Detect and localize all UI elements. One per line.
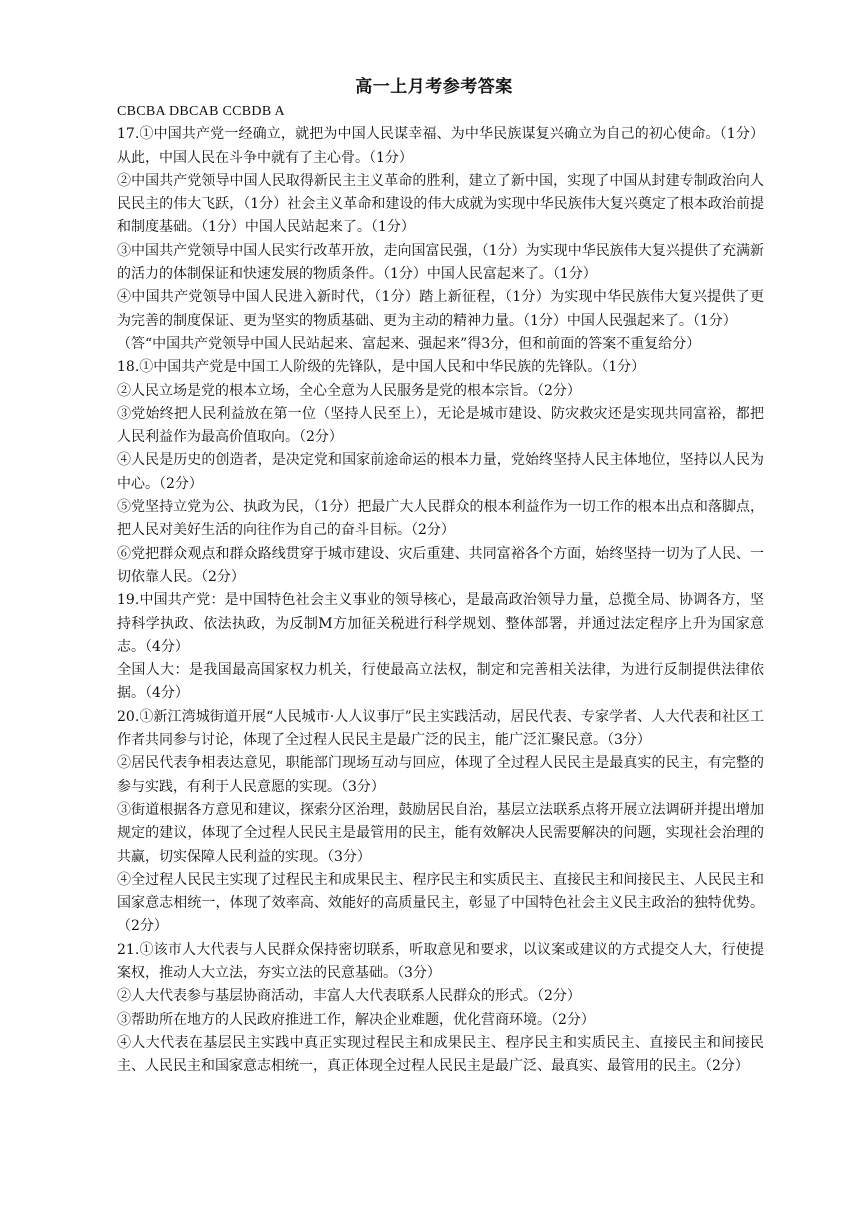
answer-paragraph: 全国人大：是我国最高国家权力机关，行使最高立法权，制定和完善相关法律，为进行反制提供法律依据。（4分） [117, 662, 764, 702]
answer-paragraph: ③党始终把人民利益放在第一位（坚持人民至上），无论是城市建设、防灾救灾还是实现共同富裕，都把人民利益作为最高价值取向。（2分） [117, 405, 764, 446]
answer-paragraph: ②人民立场是党的根本立场，全心全意为人民服务是党的根本宗旨。（2分） [117, 382, 581, 399]
answer-paragraph: ④中国共产党领导中国人民进入新时代，（1分）踏上新征程，（1分）为实现中华民族伟大复兴提供了更为完善的制度保证、更为坚实的物质基础、更为主动的精神力量。（1分）中国人民强起来了。（1分） [117, 289, 764, 329]
answer-paragraph: ③中国共产党领导中国人民实行改革开放，走向国富民强，（1分）为实现中华民族伟大复兴提供了充满新的活力的体制保证和快速发展的物质条件。（1分）中国人民富起来了。（1分） [117, 242, 764, 283]
answer-paragraph: ⑥党把群众观点和群众路线贯穿于城市建设、灾后重建、共同富裕各个方面，始终坚持一切为了人民、一切依靠人民。（2分） [117, 545, 764, 585]
answer-paragraph: ②中国共产党领导中国人民取得新民主主义革命的胜利，建立了新中国，实现了中国从封建专制政治向人民民主的伟大飞跃，（1分）社会主义革命和建设的伟大成就为实现中华民族伟大复兴奠定了根本政治前提和制度基础。（1分）中国人民站起来了。（1分） [117, 172, 764, 236]
answer-paragraph: 17.①中国共产党一经确立，就把为中国人民谋幸福、为中华民族谋复兴确立为自己的初心使命。（1分）从此，中国人民在斗争中就有了主心骨。（1分） [117, 126, 764, 166]
answer-paragraph: ④全过程人民民主实现了过程民主和成果民主、程序民主和实质民主、直接民主和间接民主、人民民主和国家意志相统一，体现了效率高、效能好的高质量民主，彰显了中国特色社会主义民主政治的独特优势。（2分） [117, 871, 764, 935]
page-title: 高一上月考参考答案 [355, 77, 513, 97]
answer-paragraph: 20.①新江湾城街道开展“人民城市·人人议事厅”民主实践活动，居民代表、专家学者、人大代表和社区工作者共同参与讨论，体现了全过程人民民主是最广泛的民主，能广泛汇聚民意。（3分） [117, 708, 764, 749]
answer-paragraph: ②居民代表争相表达意见，职能部门现场互动与回应，体现了全过程人民民主是最真实的民主，有完整的参与实践，有利于人民意愿的实现。（3分） [117, 755, 764, 795]
answer-paragraph: ④人民是历史的创造者，是决定党和国家前途命运的根本力量，党始终坚持人民主体地位，坚持以人民为中心。（2分） [117, 452, 764, 492]
answer-paragraph: ②人大代表参与基层协商活动，丰富人大代表联系人民群众的形式。（2分） [117, 988, 581, 1005]
answer-paragraph: （答“中国共产党领导中国人民站起来、富起来、强起来”得3分，但和前面的答案不重复给分） [117, 335, 701, 352]
answer-paragraph: 21.①该市人大代表与人民群众保持密切联系，听取意见和要求，以议案或建议的方式提交人大，行使提案权，推动人大立法，夯实立法的民意基础。（3分） [117, 941, 764, 981]
answer-paragraph: 19.中国共产党：是中国特色社会主义事业的领导核心，是最高政治领导力量，总揽全局、协调各方，坚持科学执政、依法执政，为反制M方加征关税进行科学规划、整体部署，并通过法定程序上升为国家意志。（4分） [117, 592, 764, 655]
answer-paragraph: ④人大代表在基层民主实践中真正实现过程民主和成果民主、程序民主和实质民主、直接民主和间接民主、人民民主和国家意志相统一，真正体现全过程人民民主是最广泛、最真实、最管用的民主。（2分） [117, 1034, 764, 1075]
answer-paragraph: 18.①中国共产党是中国工人阶级的先锋队，是中国人民和中华民族的先锋队。（1分） [117, 359, 646, 376]
answer-content [117, 100, 764, 1078]
answer-paragraph: ③街道根据各方意见和建议，探索分区治理，鼓励居民自治，基层立法联系点将开展立法调研并提出增加规定的建议，体现了全过程人民民主是最管用的民主，能有效解决人民需要解决的问题，实现社会治理的共赢，切实保障人民利益的实现。（3分） [117, 801, 764, 865]
answer-paragraph: ⑤党坚持立党为公、执政为民，（1分）把最广大人民群众的根本利益作为一切工作的根本出点和落脚点，把人民对美好生活的向往作为自己的奋斗目标。（2分） [117, 499, 764, 539]
multiple-choice-answers: CBCBA DBCAB CCBDB A [117, 104, 285, 119]
answer-paragraph: ③帮助所在地方的人民政府推进工作，解决企业难题，优化营商环境。（2分） [117, 1011, 595, 1028]
